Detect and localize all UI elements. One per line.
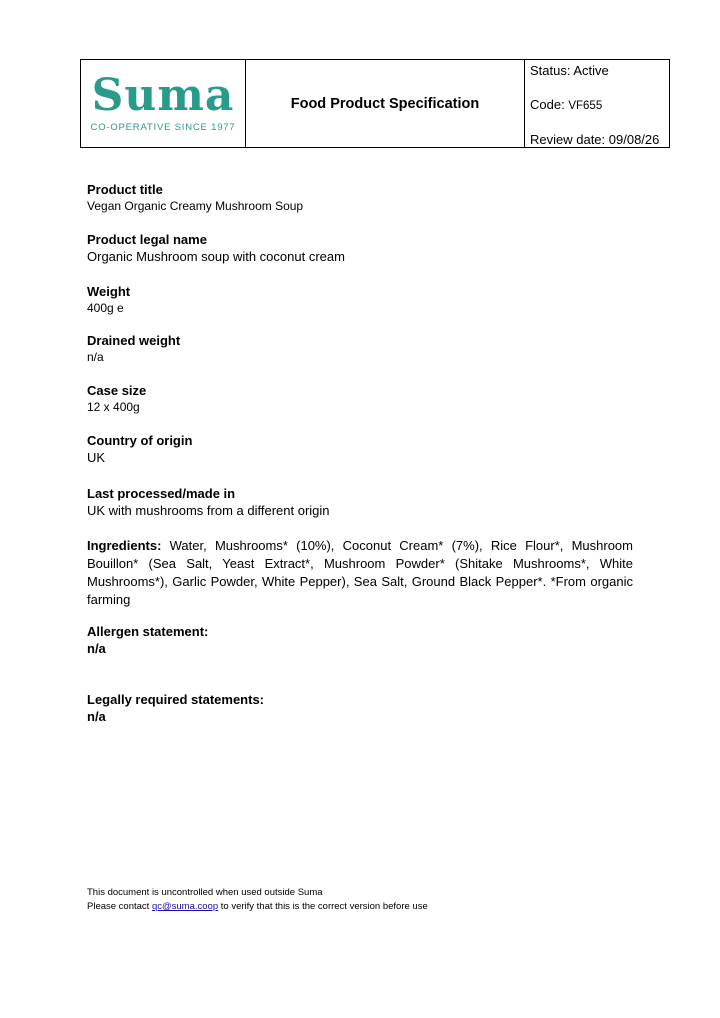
field-last-processed: [87, 485, 330, 519]
field-value: UK: [87, 450, 106, 465]
footer-disclaimer: This document is uncontrolled when used outside Suma: [87, 887, 323, 898]
field-label: Legally required statements:: [87, 692, 264, 707]
field-label: Allergen statement:: [87, 624, 209, 639]
field-label: Last processed/made in: [87, 486, 236, 501]
footer-contact-suffix: to verify that this is the correct version before use: [218, 901, 428, 912]
field-label: Drained weight: [87, 333, 181, 348]
code-text: [530, 97, 602, 112]
status-text: Status: Active: [530, 63, 609, 78]
field-value: n/a: [87, 350, 104, 364]
logo-wordmark: Suma: [91, 70, 235, 121]
field-label: Product legal name: [87, 232, 207, 247]
footer-contact: [87, 900, 428, 914]
document-title: Food Product Specification: [246, 60, 525, 147]
field-label: Product title: [87, 182, 163, 197]
field-value: Vegan Organic Creamy Mushroom Soup: [87, 199, 304, 213]
field-ingredients: [87, 537, 633, 609]
status-cell: [525, 60, 669, 147]
field-case-size: [87, 382, 146, 416]
field-product-title: [87, 181, 303, 215]
field-drained-weight: [87, 332, 180, 366]
field-value: Water, Mushrooms* (10%), Coconut Cream* (7%), Rice Flour*, Mushroom Bouillon* (Sea Salt, Yeast Extract*, Mushroom Powder* (Shitake Mushrooms*, White Mushrooms*), Garlic Powder, White Pepper), Sea Salt, Ground Black Pepper*. *From organic farming: [87, 538, 633, 607]
field-label: Ingredients:: [87, 538, 162, 553]
field-legally-required: [87, 691, 264, 726]
logo-tagline: CO-OPERATIVE SINCE 1977: [90, 122, 236, 133]
field-weight: [87, 283, 130, 317]
field-value: UK with mushrooms from a different origin: [87, 503, 330, 518]
field-value: 12 x 400g: [87, 400, 140, 414]
field-legal-name: [87, 231, 345, 265]
code-value: VF655: [568, 100, 603, 112]
field-label: Weight: [87, 284, 131, 299]
field-country-of-origin: [87, 432, 192, 466]
field-label: Case size: [87, 383, 147, 398]
field-value: Organic Mushroom soup with coconut cream: [87, 249, 345, 264]
header-table: [80, 59, 670, 148]
logo: [81, 60, 246, 147]
field-allergen-statement: [87, 623, 208, 658]
field-value: n/a: [87, 641, 106, 656]
contact-email-link[interactable]: qc@suma.coop: [151, 901, 219, 912]
footer: [87, 886, 428, 914]
field-value: n/a: [87, 709, 106, 724]
review-date-text: Review date: 09/08/26: [530, 132, 660, 147]
ingredients-paragraph: [87, 537, 633, 609]
code-label: Code:: [530, 97, 565, 112]
field-value: 400g e: [87, 301, 124, 315]
field-label: Country of origin: [87, 433, 193, 448]
footer-contact-prefix: Please contact: [87, 901, 152, 912]
